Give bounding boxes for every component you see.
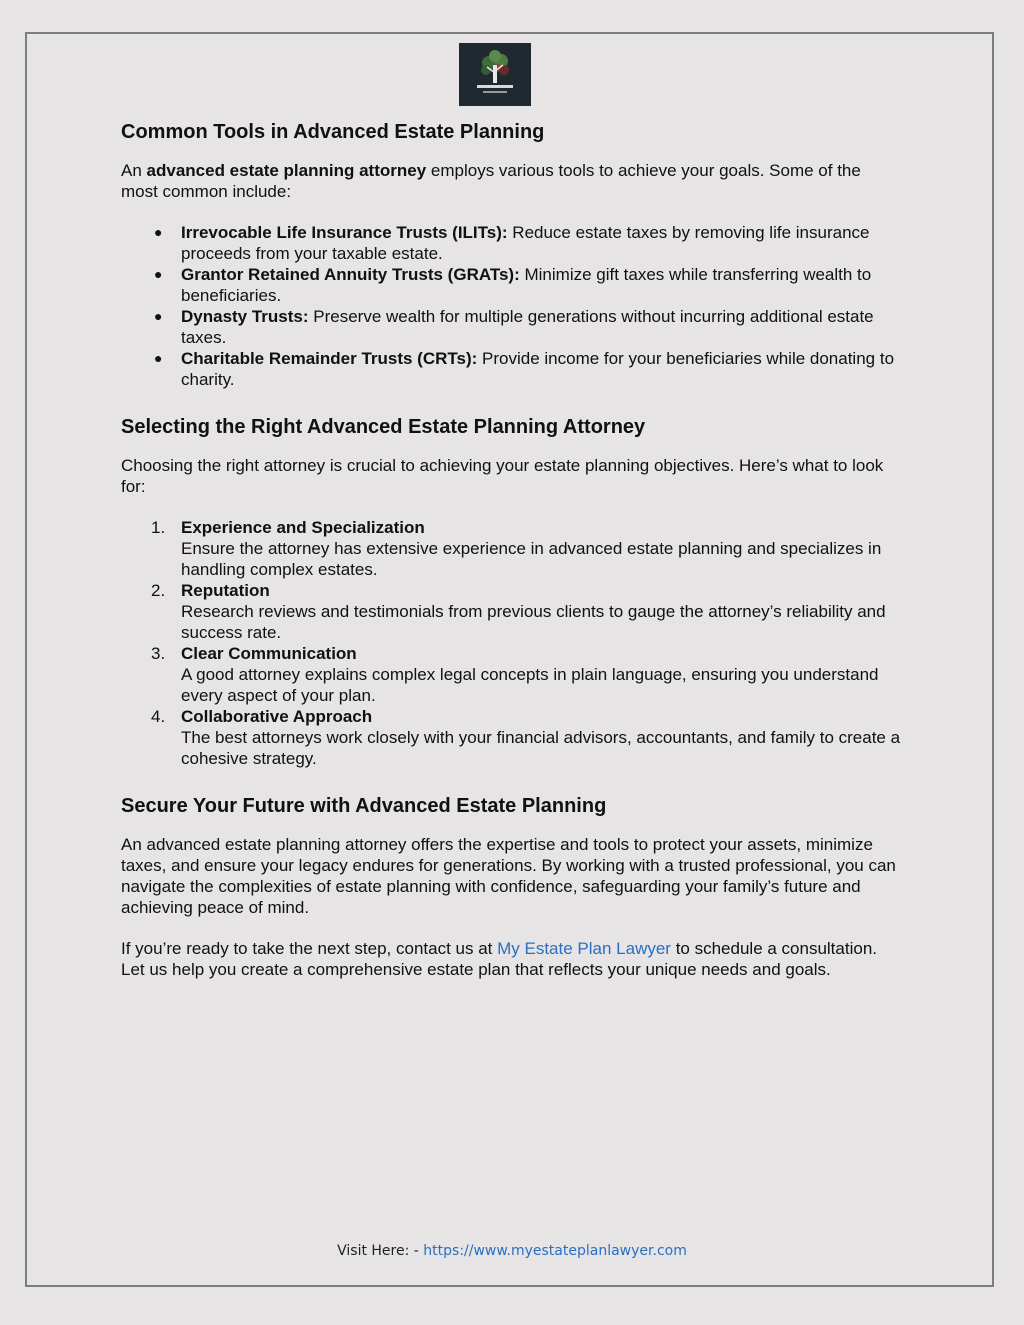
tree-logo-icon [459,43,531,106]
bullet-icon: ● [154,266,163,282]
section-heading-common-tools: Common Tools in Advanced Estate Planning [121,121,545,143]
list-item [121,517,901,580]
list-item [121,706,901,769]
bullet-icon: ● [154,350,163,366]
secure-future-paragraph: An advanced estate planning attorney offers the expertise and tools to protect your assets, minimize taxes, and ensure your legacy endures for generations. By working with a trusted professional, you can navigate the complexities of estate planning with confidence, safeguarding your family’s future and achieving peace of mind. [121,835,896,917]
list-item-title: Reputation [181,581,270,600]
list-item [121,580,901,643]
list-item-desc: Preserve wealth for multiple generations without incurring additional estate taxes. [181,307,874,347]
document-body [121,118,901,980]
section-heading-secure-future: Secure Your Future with Advanced Estate Planning [121,795,607,817]
intro-prefix: An [121,161,147,180]
list-item-desc: The best attorneys work closely with your financial advisors, accountants, and family to create a cohesive strategy. [181,728,901,768]
list-item [121,643,901,706]
common-tools-intro [121,160,901,202]
intro-bold-term: advanced estate planning attorney [146,161,427,180]
list-item-term: Dynasty Trusts: [181,307,309,326]
list-item-title: Experience and Specialization [181,518,425,537]
list-item-desc: Ensure the attorney has extensive experience in advanced estate planning and specializes in handling complex estates. [181,539,882,579]
list-item-term: Charitable Remainder Trusts (CRTs): [181,349,478,368]
list-item [121,306,901,348]
list-item-number: 2. [151,581,166,600]
list-item-desc: Reduce estate taxes by removing life insurance proceeds from your taxable estate. [181,223,870,263]
list-item [121,348,901,390]
list-item-number: 4. [151,707,166,726]
footer [0,1243,1024,1259]
tools-list [121,222,901,390]
footer-label: Visit Here: - [337,1243,424,1259]
list-item-number: 1. [151,518,166,537]
bullet-icon: ● [154,224,163,240]
list-item-desc: Minimize gift taxes while transferring wealth to beneficiaries. [181,265,872,305]
criteria-list [121,517,901,769]
contact-suffix: to schedule a consultation. Let us help you create a comprehensive estate plan that reflects your unique needs and goals. [121,939,877,979]
my-estate-plan-lawyer-link[interactable]: My Estate Plan Lawyer [497,939,671,958]
contact-prefix: If you’re ready to take the next step, contact us at [121,939,498,958]
list-item-term: Grantor Retained Annuity Trusts (GRATs): [181,265,520,284]
company-logo [459,43,531,106]
list-item-desc: A good attorney explains complex legal concepts in plain language, ensuring you understand every aspect of your plan. [181,665,879,705]
list-item-title: Collaborative Approach [181,707,373,726]
section-heading-selecting-attorney: Selecting the Right Advanced Estate Planning Attorney [121,416,646,438]
intro-suffix: employs various tools to achieve your goals. Some of the most common include: [121,161,861,201]
bullet-icon: ● [154,308,163,324]
selecting-attorney-intro: Choosing the right attorney is crucial to achieving your estate planning objectives. Here’s what to look for: [121,456,884,496]
list-item-desc: Provide income for your beneficiaries while donating to charity. [181,349,895,389]
list-item-title: Clear Communication [181,644,357,663]
list-item-term: Irrevocable Life Insurance Trusts (ILITs): [181,223,508,242]
list-item [121,222,901,264]
footer-website-link[interactable]: https://www.myestateplanlawyer.com [423,1243,687,1259]
list-item-number: 3. [151,644,166,663]
list-item [121,264,901,306]
contact-paragraph [121,938,901,980]
list-item-desc: Research reviews and testimonials from previous clients to gauge the attorney’s reliability and success rate. [181,602,886,642]
